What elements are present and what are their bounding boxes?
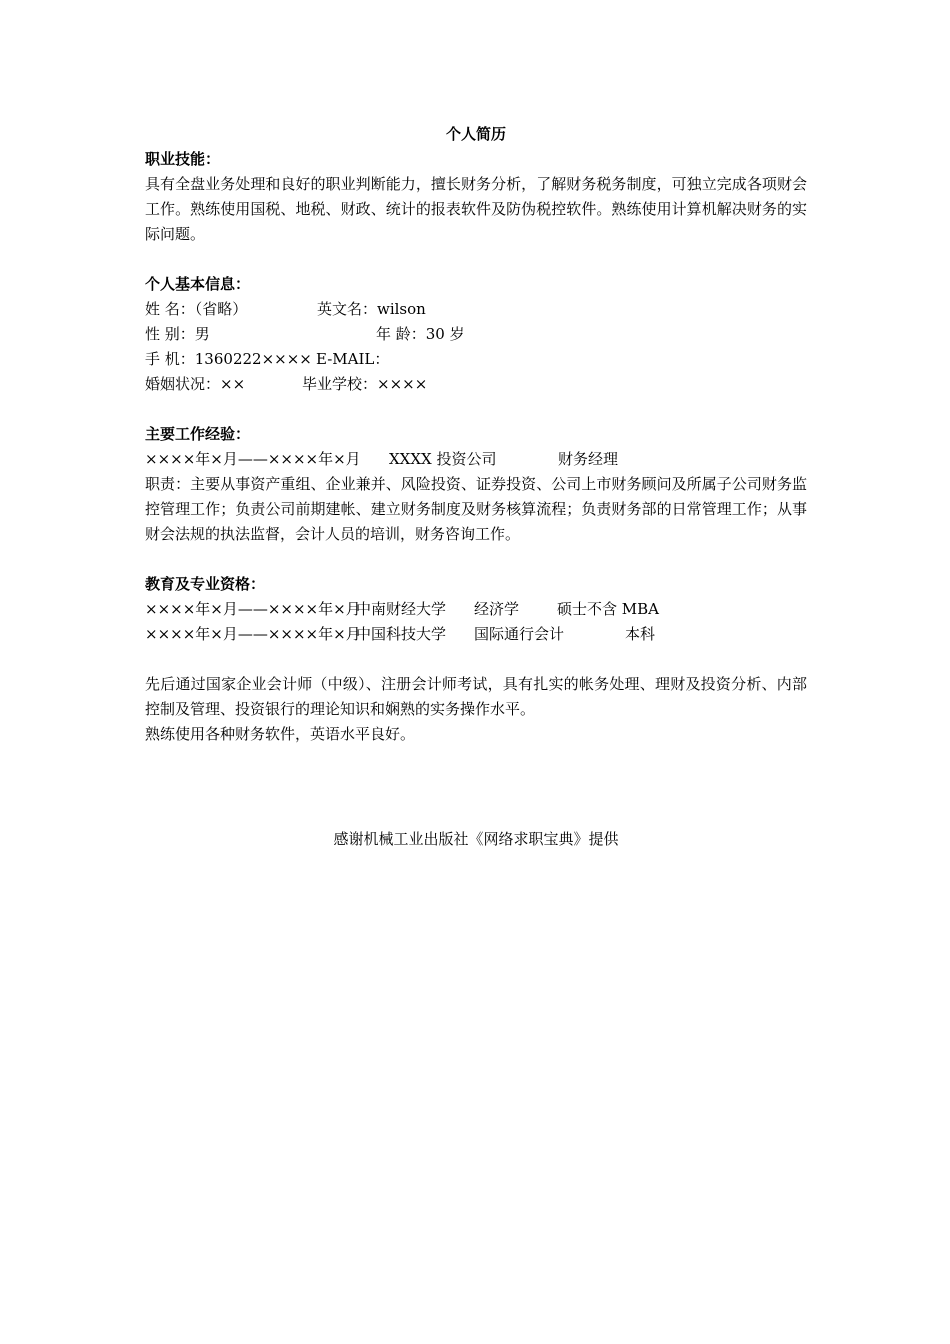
- edu-school: 中南财经大学: [356, 600, 447, 618]
- basic-info-heading: 个人基本信息：: [145, 275, 251, 293]
- edu-school: 中国科技大学: [356, 625, 447, 643]
- spacer: [145, 547, 807, 572]
- edu-major: 国际通行会计: [474, 625, 565, 643]
- spacer: [145, 247, 807, 272]
- spacer: [145, 747, 807, 827]
- resume-page: [145, 122, 807, 852]
- page-title: 个人简历: [445, 125, 506, 143]
- email-field: E-MAIL：: [316, 350, 390, 368]
- education-row: [145, 597, 807, 622]
- work-period: ××××年×月——××××年×月: [145, 450, 361, 468]
- skills-heading: 职业技能：: [145, 150, 221, 168]
- phone-field: 手 机：1360222××××: [145, 350, 312, 368]
- summary-text: 先后通过国家企业会计师（中级）、注册会计师考试，具有扎实的帐务处理、理财及投资分析、内部控制及管理、投资银行的理论知识和娴熟的实务操作水平。: [145, 675, 807, 718]
- edu-degree: 本科: [625, 625, 656, 643]
- summary-text-2: 熟练使用各种财务软件，英语水平良好。: [145, 725, 416, 743]
- age-field: 年 龄：30 岁: [376, 325, 465, 343]
- english-name-field: 英文名：wilson: [317, 300, 426, 318]
- education-row: [145, 622, 807, 647]
- info-row-gender: [145, 322, 807, 347]
- info-row-phone: [145, 347, 807, 372]
- edu-degree: 硕士不含 MBA: [557, 600, 659, 618]
- gender-field: 性 别：男: [145, 325, 210, 343]
- work-duties: 职责：主要从事资产重组、企业兼并、风险投资、证券投资、公司上市财务顾问及所属子公司财务监控管理工作；负责公司前期建帐、建立财务制度及财务核算流程；负责财务部的日常管理工作；从事财会法规的执法监督，会计人员的培训，财务咨询工作。: [145, 475, 807, 543]
- edu-period: ××××年×月——××××年×月: [145, 600, 361, 618]
- work-company: XXXX 投资公司: [389, 450, 497, 468]
- school-field: 毕业学校：××××: [302, 375, 428, 393]
- footer-credit: 感谢机械工业出版社《网络求职宝典》提供: [333, 830, 619, 848]
- name-field: 姓 名：（省略）: [145, 300, 248, 318]
- education-heading: 教育及专业资格：: [145, 575, 266, 593]
- info-row-name: [145, 297, 807, 322]
- edu-major: 经济学: [474, 600, 520, 618]
- work-position: 财务经理: [558, 450, 619, 468]
- spacer: [145, 647, 807, 672]
- edu-period: ××××年×月——××××年×月: [145, 625, 361, 643]
- spacer: [145, 397, 807, 422]
- marital-field: 婚姻状况：××: [145, 375, 246, 393]
- work-heading: 主要工作经验：: [145, 425, 251, 443]
- skills-text: 具有全盘业务处理和良好的职业判断能力，擅长财务分析，了解财务税务制度，可独立完成各项财会工作。熟练使用国税、地税、财政、统计的报表软件及防伪税控软件。熟练使用计算机解决财务的实际问题。: [145, 175, 807, 243]
- work-row: [145, 447, 807, 472]
- info-row-marital: [145, 372, 807, 397]
